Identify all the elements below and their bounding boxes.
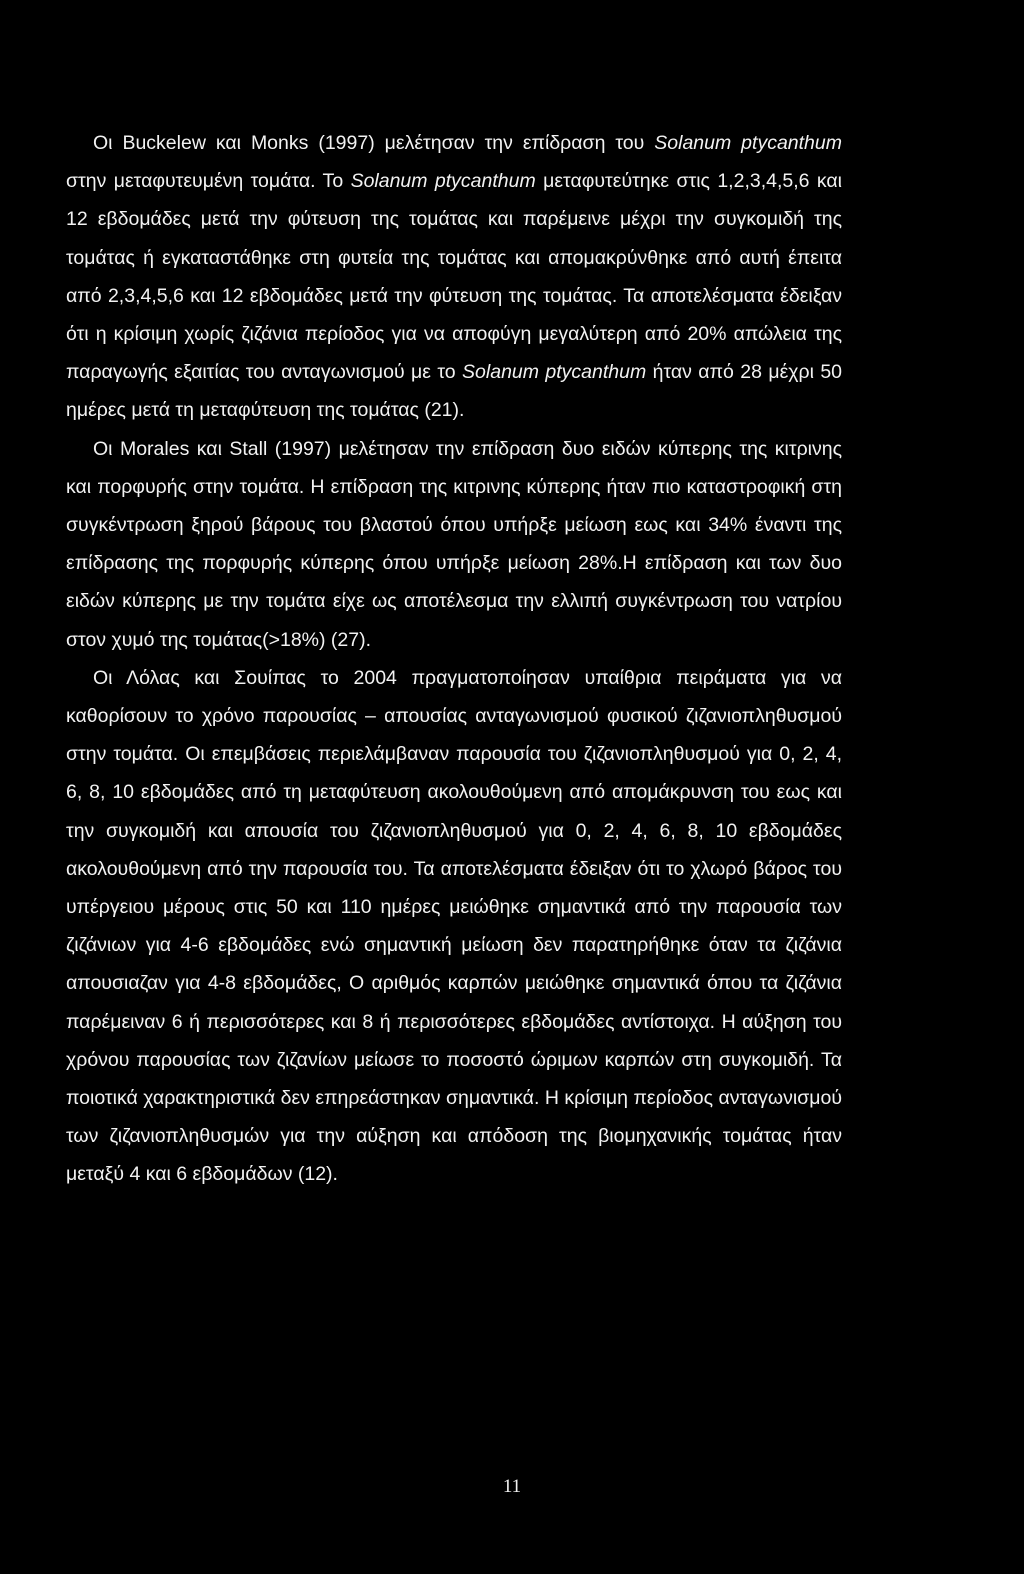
text-run: ήταν από 28 μέχρι 50 ημέρες μετά τη μεταφύτευση της τομάτας (21).	[66, 361, 843, 422]
italic-term: Solanum ptycanthum	[350, 170, 536, 193]
paragraph-1	[66, 124, 842, 430]
text-run: Οι Buckelew και Monks (1997) μελέτησαν την επίδραση του	[93, 132, 655, 154]
text-run: στην μεταφυτευμένη τομάτα. Το	[66, 170, 351, 193]
text-run: Οι Λόλας και Σουίπας το 2004 πραγματοποίησαν υπαίθρια πειράματα για να καθορίσουν το χρόνο παρουσίας – απουσίας ανταγωνισμού φυσικού ζιζανιοπληθυσμού στην τομάτα. Οι επεμβάσεις περιελάμβαναν παρουσία του ζιζανιοπληθυσμού για 0, 2, 4, 6, 8, 10 εβδομάδες από τη μεταφύτευση ακολουθούμενη από απομάκρυνση του εως και την συγκομιδή και απουσία του ζιζανιοπληθυσμού για 0, 2, 4, 6, 8, 10 εβδομάδες ακολουθούμενη από την παρουσία του. Τα αποτελέσματα έδειξαν ότι το χλωρό βάρος του υπέργειου μέρους στις 50 και 110 ημέρες μειώθηκε σημαντικά από την παρουσία των ζιζάνιων για 4-6 εβδομάδες ενώ σημαντική μείωση δεν παρατηρήθηκε όταν τα ζιζάνια απουσιαζαν για 4-8 εβδομάδες, Ο αριθμός καρπών μειώθηκε σημαντικά όπου τα ζιζάνια παρέμειναν 6 ή περισσότερες και 8 ή περισσότερες εβδομάδες αντίστοιχα. Η αύξηση του χρόνου παρουσίας των ζιζανίων μείωσε το ποσοστό ώριμων καρπών στη συγκομιδή. Τα ποιοτικά χαρακτηριστικά δεν επηρεάστηκαν σημαντικά. Η κρίσιμη περίοδος ανταγωνισμού των ζιζανιοπληθυσμών για την αύξηση και απόδοση της βιομηχανικής τομάτας ήταν μεταξύ 4 και 6 εβδομάδων (12).	[66, 666, 842, 1186]
italic-term: Solanum ptycanthum	[462, 361, 647, 384]
page-number: 11	[502, 1476, 522, 1497]
text-run: Οι Morales και Stall (1997) μελέτησαν την επίδραση δυο ειδών κύπερης της κιτρινης και πορφυρής στην τομάτα. Η επίδραση της κιτρινης κύπερης ήταν πιο καταστροφική στη συγκέντρωση ξηρού βάρους του βλαστού όπου υπήρξε μείωση εως και 34% έναντι της επίδρασης της πορφυρής κύπερης όπου υπήρξε μείωση 28%.Η επίδραση και των δυο ειδών κύπερης με την τομάτα είχε ως αποτέλεσμα την ελλιπή συγκέντρωση του νατρίου στον χυμό της τομάτας(>18%) (27).	[66, 437, 842, 651]
italic-term: Solanum ptycanthum	[654, 132, 842, 154]
text-run: μεταφυτεύτηκε στις 1,2,3,4,5,6 και 12 εβδομάδες μετά την φύτευση της τομάτας και παρέμεινε μέχρι την συγκομιδή της τομάτας ή εγκαταστάθηκε στη φυτεία της τομάτας και απομακρύνθηκε από αυτή έπειτα από 2,3,4,5,6 και 12 εβδομάδες μετά την φύτευση της τομάτας. Τα αποτελέσματα έδειξαν ότι η κρίσιμη χωρίς ζιζάνια περίοδος για να αποφύγη μεγαλύτερη από 20% απώλεια της παραγωγής εξαιτίας του ανταγωνισμού με το	[66, 170, 842, 384]
paragraph-3	[66, 659, 842, 1194]
paragraph-2	[66, 430, 842, 659]
body-text	[66, 124, 842, 1194]
